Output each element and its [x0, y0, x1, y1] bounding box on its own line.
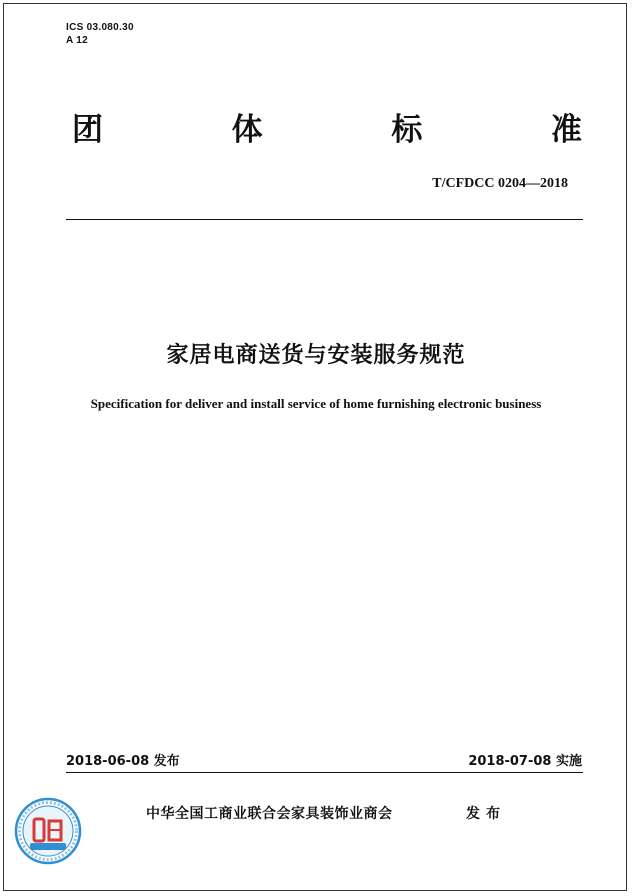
standard-type-title [72, 110, 582, 150]
standard-type-char: 团 [72, 112, 103, 148]
top-divider [66, 219, 583, 220]
standard-number: T/CFDCC 0204—2018 [432, 176, 568, 191]
standard-type-char: 准 [550, 112, 582, 148]
issue-date: 2018-06-08 发布 [66, 754, 180, 769]
document-title-en: Specification for deliver and install service of home furnishing electronic business [90, 396, 542, 411]
chamber-logo-icon [14, 797, 82, 865]
standard-type-char: 体 [231, 112, 263, 148]
standard-type-char: 标 [391, 112, 423, 148]
publish-label: 发布 [466, 806, 506, 822]
document-title-cn: 家居电商送货与安装服务规范 [166, 343, 466, 368]
ics-block [66, 21, 134, 47]
ics-code: ICS 03.080.30 [66, 22, 134, 33]
bottom-divider [66, 772, 583, 773]
implementation-date: 2018-07-08 实施 [468, 754, 582, 769]
publisher-name: 中华全国工商业联合会家具装饰业商会 [146, 806, 393, 822]
classification-code: A 12 [66, 35, 88, 46]
